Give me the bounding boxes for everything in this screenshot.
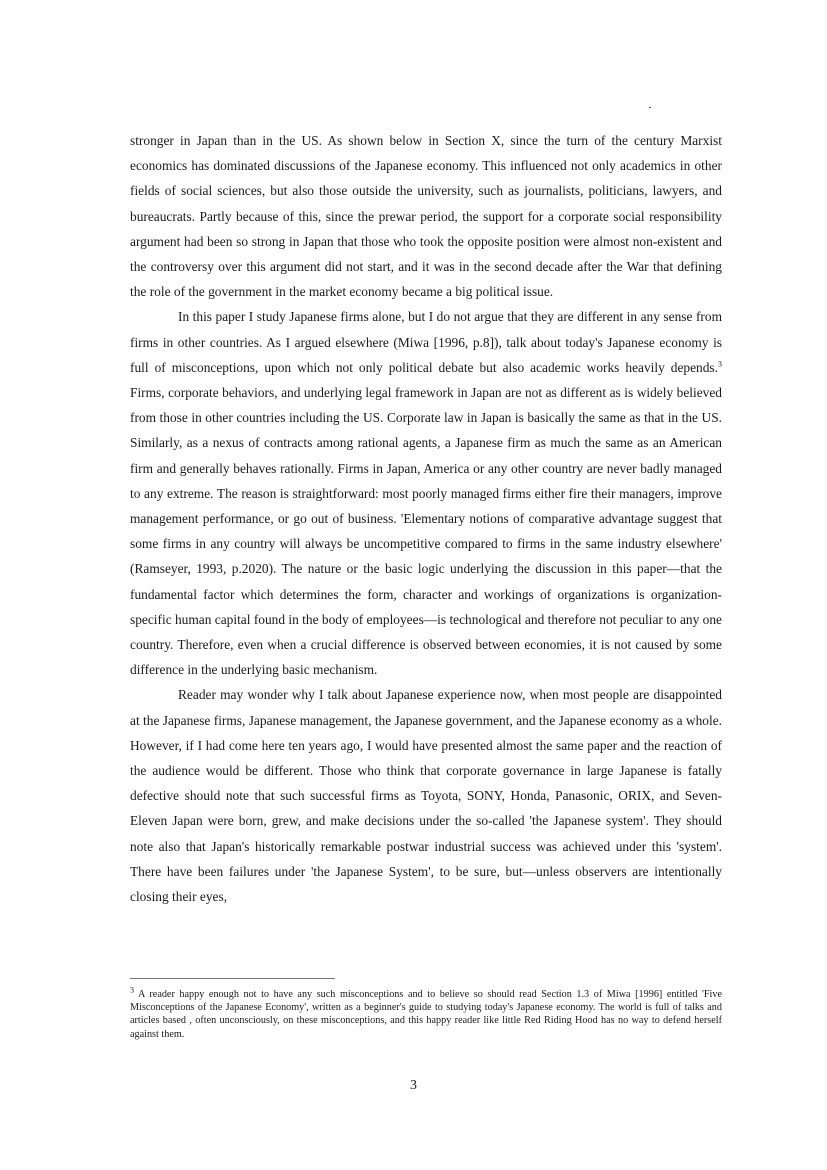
paragraph-3: Reader may wonder why I talk about Japanese experience now, when most people are disappointed at the Japanese firms, Japanese management, the Japanese government, and the Japanese economy as a whole. However, if I had come here ten years ago, I would have presented almost the same paper and the reaction of the audience would be different. Those who think that corporate governance in large Japanese is fatally defective should note that such successful firms as Toyota, SONY, Honda, Panasonic, ORIX, and Seven-Eleven Japan were born, grew, and make decisions under the so-called 'the Japanese system'. They should note also that Japan's historically remarkable postwar industrial success was achieved under this 'system'. There have been failures under 'the Japanese System', to be sure, but—unless observers are intentionally closing their eyes, [130, 687, 722, 905]
scan-speck [649, 107, 651, 108]
paragraph-1: stronger in Japan than in the US. As shown below in Section X, since the turn of the century Marxist economics has dominated discussions of the Japanese economy. This influenced not only academics in other fields of social sciences, but also those outside the university, such as journalists, politicians, lawyers, and bureaucrats. Partly because of this, since the prewar period, the support for a corporate social responsibility argument had been so strong in Japan that those who took the opposite position were almost non-existent and the controversy over this argument did not start, and it was in the second decade after the War that defining the role of the government in the market economy became a big political issue. [130, 133, 722, 300]
body-text [130, 128, 722, 909]
paragraph-2-part-b: Firms, corporate behaviors, and underlying legal framework in Japan are not as different as is widely believed from those in other countries including the US. Corporate law in Japan is basically the same as that in the US. Similarly, as a nexus of contracts among rational agents, a Japanese firm as much the same as an American firm and generally behaves rationally. Firms in Japan, America or any other country are never badly managed to any extreme. The reason is straightforward: most poorly managed firms either fire their managers, improve management performance, or go out of business. 'Elementary notions of comparative advantage suggest that some firms in any country will always be uncompetitive compared to firms in the same industry elsewhere' (Ramseyer, 1993, p.2020). The nature or the basic logic underlying the discussion in this paper—that the fundamental factor which determines the form, character and workings of organizations is organization-specific human capital found in the body of employees—is technological and therefore not peculiar to any one country. Therefore, even when a crucial difference is observed between economies, it is not caused by some difference in the underlying basic mechanism. [130, 385, 722, 678]
paragraph-2-part-a: In this paper I study Japanese firms alone, but I do not argue that they are different in any sense from firms in other countries. As I argued elsewhere (Miwa [1996, p.8]), talk about today's Japanese economy is full of misconceptions, upon which not only political debate but also academic works heavily depends. [130, 309, 722, 375]
paragraph-2 [130, 304, 722, 682]
footnote-marker: 3 [130, 985, 134, 995]
footnote-reference[interactable]: 3 [718, 359, 722, 369]
page-number: 3 [410, 1078, 417, 1093]
footnote [130, 985, 722, 1041]
footnote-text: A reader happy enough not to have any such misconceptions and to believe so should read Section 1.3 of Miwa [1996] entitled 'Five Misconceptions of the Japanese Economy', written as a beginner's guide to studying today's Japanese economy. The world is full of talks and articles based , often unconsciously, on these misconceptions, and this happy reader like little Red Riding Hood has no way to defend herself against them. [130, 989, 722, 1040]
footnote-separator [130, 978, 335, 979]
